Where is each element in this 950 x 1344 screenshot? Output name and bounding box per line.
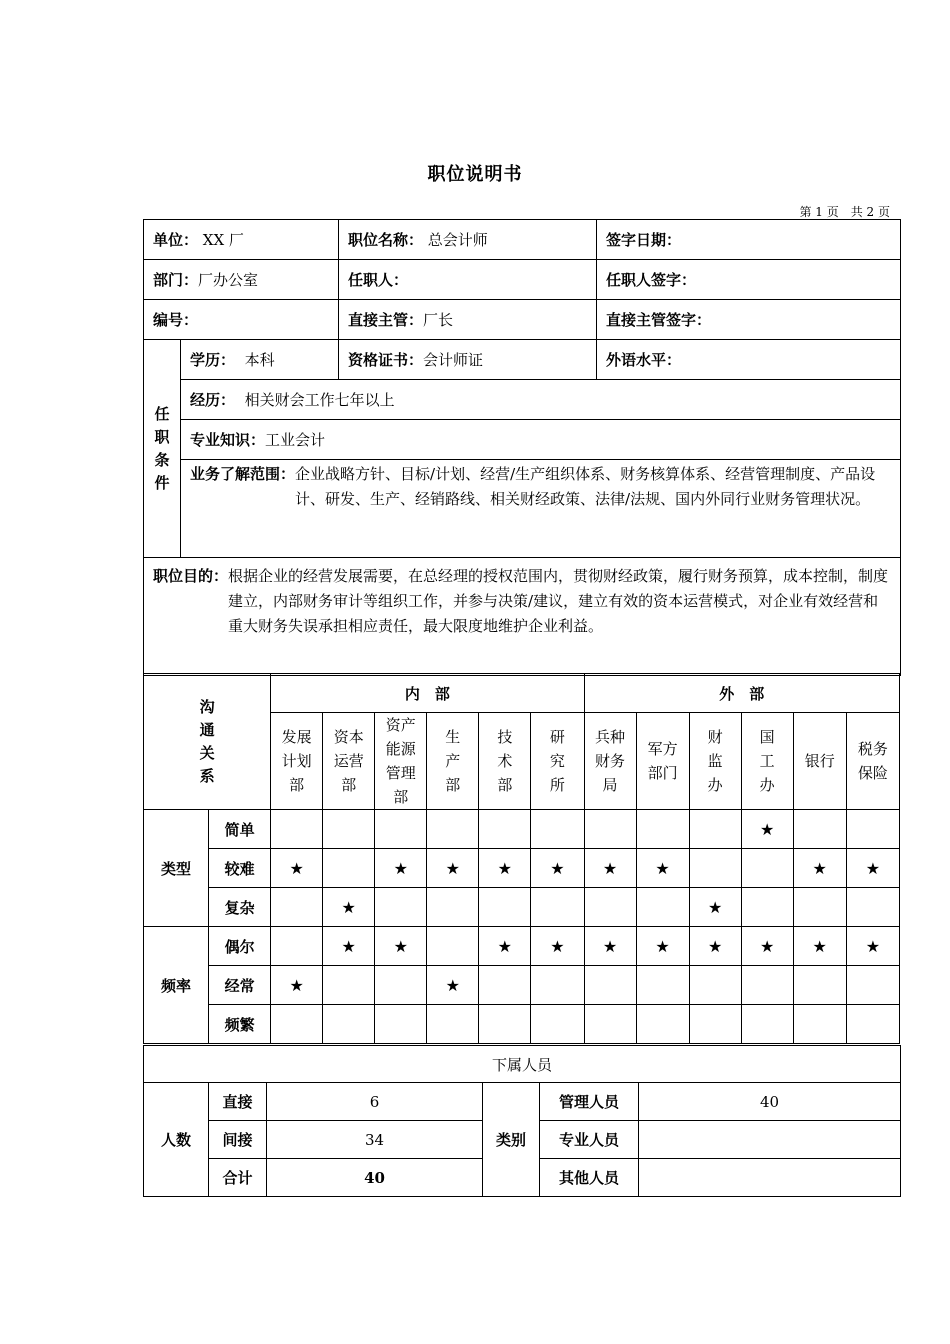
total-value: 40 — [267, 1159, 483, 1197]
comm-column-header — [375, 713, 427, 810]
empty-mark — [636, 888, 689, 927]
edu-value: 本科 — [244, 351, 275, 369]
prof-value — [639, 1121, 901, 1159]
empty-mark — [531, 966, 584, 1005]
comm-row-label: 偶尔 — [209, 927, 271, 966]
comm-group-label: 频率 — [144, 927, 209, 1044]
empty-mark — [271, 927, 323, 966]
empty-mark — [741, 849, 793, 888]
comm-column-header — [427, 713, 479, 810]
star-mark: ★ — [741, 927, 793, 966]
empty-mark — [741, 966, 793, 1005]
row-experience — [144, 380, 901, 420]
holder-sign-cell — [597, 260, 901, 300]
empty-mark — [323, 966, 375, 1005]
star-mark: ★ — [689, 888, 741, 927]
empty-mark — [323, 810, 375, 849]
comm-rating-row — [144, 966, 900, 1005]
star-mark: ★ — [531, 849, 584, 888]
row-dept — [144, 260, 901, 300]
unit-value: XX 厂 — [202, 231, 244, 249]
holder-sign-label: 任职人签字： — [606, 271, 697, 289]
empty-mark — [427, 927, 479, 966]
star-mark: ★ — [479, 927, 531, 966]
comm-column-label: 资本 运营 部 — [333, 728, 364, 794]
direct-value: 6 — [267, 1083, 483, 1121]
empty-mark — [636, 1005, 689, 1044]
star-mark: ★ — [271, 849, 323, 888]
edu-cell — [181, 340, 339, 380]
star-mark: ★ — [479, 849, 531, 888]
empty-mark — [323, 849, 375, 888]
comm-column-label: 财 监 办 — [707, 728, 723, 794]
exp-label: 经历： — [190, 391, 236, 409]
empty-mark — [427, 810, 479, 849]
row-unit — [144, 220, 901, 260]
count-label: 人数 — [144, 1083, 209, 1197]
basic-info-table — [143, 219, 901, 676]
star-mark: ★ — [427, 849, 479, 888]
empty-mark — [375, 810, 427, 849]
star-mark: ★ — [323, 927, 375, 966]
empty-mark — [689, 849, 741, 888]
comm-column-label: 发展 计划 部 — [281, 728, 312, 794]
supervisor-cell — [339, 300, 597, 340]
comm-rating-row — [144, 849, 900, 888]
code-cell — [144, 300, 339, 340]
subordinates-title: 下属人员 — [144, 1046, 901, 1083]
star-mark: ★ — [427, 966, 479, 1005]
comm-column-header — [323, 713, 375, 810]
empty-mark — [584, 966, 636, 1005]
lang-label: 外语水平： — [606, 351, 682, 369]
star-mark: ★ — [793, 849, 846, 888]
position-cell — [339, 220, 597, 260]
star-mark: ★ — [584, 927, 636, 966]
qualifications-section-label — [144, 340, 181, 558]
star-mark: ★ — [584, 849, 636, 888]
lang-cell — [597, 340, 901, 380]
supervisor-label: 直接主管： — [348, 311, 424, 329]
comm-rating-row — [144, 927, 900, 966]
empty-mark — [427, 888, 479, 927]
empty-mark — [741, 888, 793, 927]
mgmt-label: 管理人员 — [540, 1083, 639, 1121]
supervisor-value: 厂长 — [423, 311, 454, 329]
star-mark: ★ — [846, 927, 899, 966]
comm-column-label: 军方 部门 — [647, 740, 678, 782]
star-mark: ★ — [793, 927, 846, 966]
empty-mark — [636, 966, 689, 1005]
comm-column-header — [846, 713, 899, 810]
empty-mark — [375, 1005, 427, 1044]
empty-mark — [531, 810, 584, 849]
position-label: 职位名称： — [348, 231, 424, 249]
holder-label: 任职人： — [348, 271, 409, 289]
star-mark: ★ — [323, 888, 375, 927]
purpose-cell — [144, 558, 901, 676]
comm-column-header — [479, 713, 531, 810]
purpose-label: 职位目的： — [153, 567, 229, 585]
empty-mark — [846, 1005, 899, 1044]
empty-mark — [793, 810, 846, 849]
comm-column-label: 技 术 部 — [497, 728, 513, 794]
other-label: 其他人员 — [540, 1159, 639, 1197]
comm-column-header — [531, 713, 584, 810]
empty-mark — [846, 888, 899, 927]
prof-label: 专业人员 — [540, 1121, 639, 1159]
empty-mark — [531, 888, 584, 927]
comm-column-label: 生 产 部 — [445, 728, 461, 794]
communication-label-text: 沟 通 关 系 — [199, 697, 215, 785]
comm-column-header — [636, 713, 689, 810]
dept-cell — [144, 260, 339, 300]
category-label: 类别 — [483, 1083, 540, 1197]
holder-cell — [339, 260, 597, 300]
star-mark: ★ — [636, 849, 689, 888]
row-knowledge — [144, 420, 901, 460]
star-mark: ★ — [531, 927, 584, 966]
comm-rating-row — [144, 888, 900, 927]
comm-column-label: 资产 能源 管理 部 — [385, 716, 416, 806]
supervisor-sign-label: 直接主管签字： — [606, 311, 712, 329]
star-mark: ★ — [271, 966, 323, 1005]
comm-column-header — [741, 713, 793, 810]
comm-row-label: 经常 — [209, 966, 271, 1005]
empty-mark — [846, 966, 899, 1005]
subordinates-title-row — [144, 1046, 901, 1083]
row-code — [144, 300, 901, 340]
empty-mark — [271, 888, 323, 927]
empty-mark — [793, 888, 846, 927]
empty-mark — [689, 966, 741, 1005]
communication-table — [143, 673, 900, 1044]
indirect-value: 34 — [267, 1121, 483, 1159]
internal-header: 内 部 — [271, 674, 584, 713]
comm-row-label: 简单 — [209, 810, 271, 849]
unit-cell — [144, 220, 339, 260]
total-label: 合计 — [209, 1159, 267, 1197]
empty-mark — [479, 810, 531, 849]
comm-row-label: 频繁 — [209, 1005, 271, 1044]
empty-mark — [741, 1005, 793, 1044]
star-mark: ★ — [741, 810, 793, 849]
empty-mark — [636, 810, 689, 849]
page-number: 第 1 页 共 2 页 — [799, 205, 890, 219]
empty-mark — [375, 966, 427, 1005]
comm-rating-row — [144, 1005, 900, 1044]
empty-mark — [584, 810, 636, 849]
star-mark: ★ — [846, 849, 899, 888]
mgmt-value: 40 — [639, 1083, 901, 1121]
star-mark: ★ — [689, 927, 741, 966]
empty-mark — [846, 810, 899, 849]
star-mark: ★ — [375, 927, 427, 966]
edu-label: 学历： — [190, 351, 236, 369]
exp-cell — [181, 380, 901, 420]
knowledge-cell — [181, 420, 901, 460]
cert-cell — [339, 340, 597, 380]
comm-column-label: 研 究 所 — [549, 728, 565, 794]
communication-label — [144, 674, 271, 810]
empty-mark — [689, 1005, 741, 1044]
comm-column-label: 银行 — [804, 752, 835, 770]
qualifications-label-text: 任 职 条 件 — [154, 404, 170, 492]
dept-value: 厂办公室 — [198, 271, 259, 289]
comm-row-label: 较难 — [209, 849, 271, 888]
empty-mark — [427, 1005, 479, 1044]
empty-mark — [479, 1005, 531, 1044]
external-header: 外 部 — [584, 674, 900, 713]
subordinates-table — [143, 1045, 901, 1197]
supervisor-sign-cell — [597, 300, 901, 340]
empty-mark — [479, 966, 531, 1005]
star-mark: ★ — [375, 849, 427, 888]
knowledge-label: 专业知识： — [190, 431, 266, 449]
comm-column-header — [271, 713, 323, 810]
empty-mark — [584, 888, 636, 927]
page-title: 职位说明书 — [427, 164, 523, 185]
comm-column-header — [584, 713, 636, 810]
row-purpose — [144, 558, 901, 676]
empty-mark — [531, 1005, 584, 1044]
sign-date-cell — [597, 220, 901, 260]
comm-column-label: 兵种 财务 局 — [595, 728, 626, 794]
cert-label: 资格证书： — [348, 351, 424, 369]
empty-mark — [323, 1005, 375, 1044]
direct-label: 直接 — [209, 1083, 267, 1121]
row-education — [144, 340, 901, 380]
comm-group-label: 类型 — [144, 810, 209, 927]
indirect-label: 间接 — [209, 1121, 267, 1159]
sign-date-label: 签字日期： — [606, 231, 682, 249]
unit-label: 单位： — [153, 231, 199, 249]
empty-mark — [584, 1005, 636, 1044]
empty-mark — [271, 810, 323, 849]
empty-mark — [689, 810, 741, 849]
purpose-value: 根据企业的经营发展需要，在总经理的授权范围内，贯彻财经政策，履行财务预算，成本控制，制度建立，内部财务审计等组织工作，并参与决策/建议，建立有效的资本运营模式，对企业有效经营和重大财务失误承担相应责任，最大限度地维护企业利益。 — [228, 567, 889, 635]
comm-rating-row — [144, 810, 900, 849]
subordinates-row-1 — [144, 1083, 901, 1121]
dept-label: 部门： — [153, 271, 199, 289]
exp-value: 相关财会工作七年以上 — [244, 391, 395, 409]
position-value: 总会计师 — [427, 231, 488, 249]
comm-row-label: 复杂 — [209, 888, 271, 927]
cert-value: 会计师证 — [423, 351, 484, 369]
comm-header-row — [144, 674, 900, 713]
row-scope — [144, 460, 901, 558]
empty-mark — [793, 966, 846, 1005]
scope-cell — [181, 460, 901, 558]
empty-mark — [271, 1005, 323, 1044]
comm-column-header — [793, 713, 846, 810]
empty-mark — [793, 1005, 846, 1044]
star-mark: ★ — [636, 927, 689, 966]
comm-column-label: 税务 保险 — [857, 740, 888, 782]
code-label: 编号： — [153, 311, 199, 329]
knowledge-value: 工业会计 — [265, 431, 326, 449]
other-value — [639, 1159, 901, 1197]
scope-value: 企业战略方针、目标/计划、经营/生产组织体系、财务核算体系、经营管理制度、产品设计、研发、生产、经销路线、相关财经政策、法律/法规、国内外同行业财务管理状况。 — [295, 465, 876, 508]
empty-mark — [479, 888, 531, 927]
empty-mark — [375, 888, 427, 927]
comm-column-header — [689, 713, 741, 810]
comm-column-label: 国 工 办 — [759, 728, 775, 794]
scope-label: 业务了解范围： — [190, 465, 296, 483]
